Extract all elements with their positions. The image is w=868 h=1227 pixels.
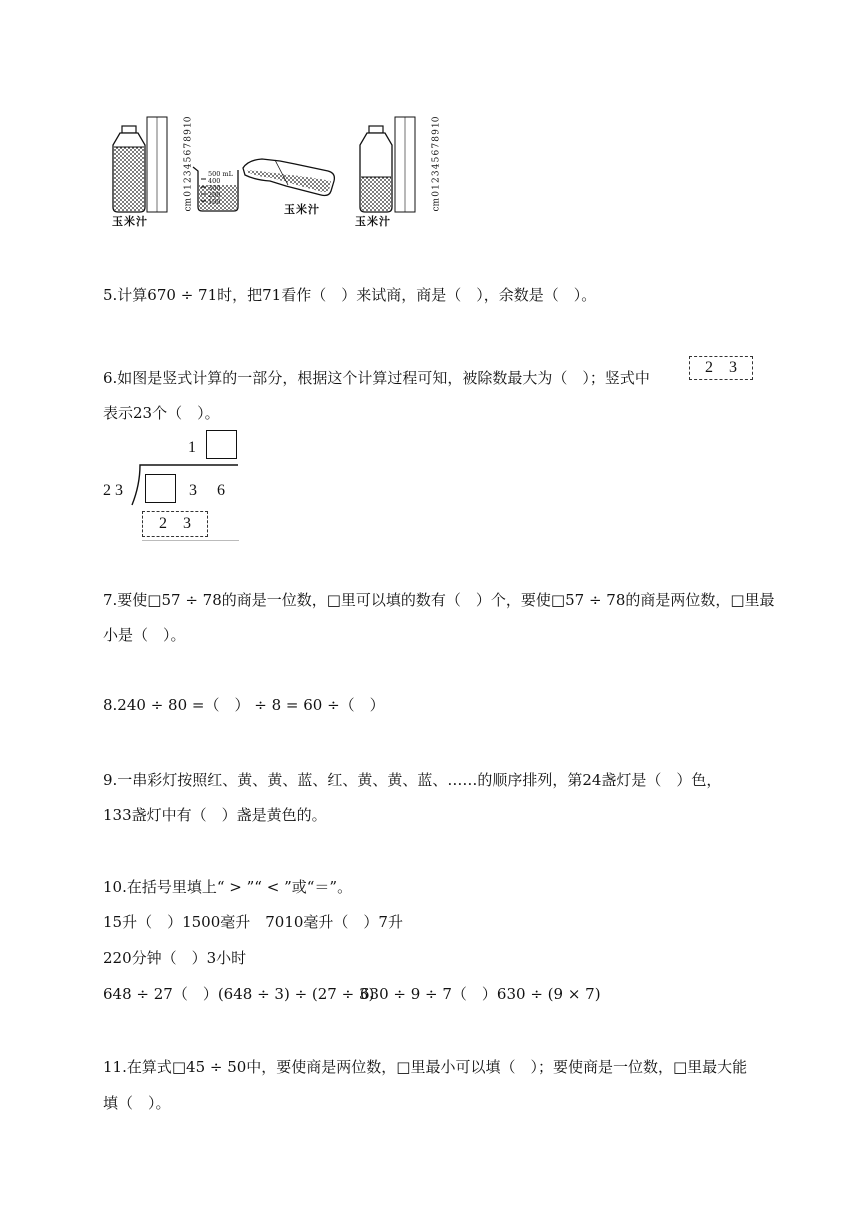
question-7-line-2: 小是（ ）。	[103, 626, 186, 644]
question-7-line-1: 7.要使□57 ÷ 78的商是一位数，□里可以填的数有（ ）个，要使□57 ÷ 78的商是两位数，□里最	[103, 591, 775, 609]
dividend-digit-2: 6	[217, 482, 225, 499]
pouring-bottle-icon	[243, 159, 334, 196]
question-5: 5.计算670 ÷ 71时，把71看作（ ）来试商，商是（ ），余数是（ ）。	[103, 286, 597, 304]
ruler-1-scale: cm 0 1 2 3 4 5 6 7 8 9 10	[184, 117, 198, 212]
dividend-digit-1: 3	[189, 482, 197, 499]
question-6-inline-box: 2 3	[689, 356, 753, 380]
corn-juice-figure	[100, 115, 442, 230]
dividend-blank-box	[145, 474, 176, 503]
quotient-digit: 1	[188, 439, 196, 456]
question-9-line-2: 133盏灯中有（ ）盏是黄色的。	[103, 806, 327, 824]
quotient-blank-box	[206, 430, 237, 459]
partial-product-box: 2 3	[142, 511, 208, 537]
question-11-line-1: 11.在算式□45 ÷ 50中，要使商是两位数，□里最小可以填（ ）；要使商是一位数，□里最大能	[103, 1058, 748, 1076]
bottle-1-label: 玉米汁	[112, 215, 148, 228]
question-9-line-1: 9.一串彩灯按照红、黄、黄、蓝、红、黄、黄、蓝、……的顺序排列，第24盏灯是（ ）色，	[103, 771, 722, 789]
bottle-2-label: 玉米汁	[355, 215, 391, 228]
ruler-1-icon	[147, 117, 167, 212]
divisor: 2 3	[103, 482, 123, 499]
ruler-2-icon	[395, 117, 415, 212]
question-10-row-3a: 648 ÷ 27（ ）(648 ÷ 3) ÷ (27 ÷ 3)	[103, 985, 375, 1003]
long-division-diagram	[100, 425, 245, 545]
question-10-row-1: 15升（ ）1500毫升 7010毫升（ ）7升	[103, 913, 403, 931]
question-11-line-2: 填（ ）。	[103, 1094, 171, 1112]
bottle-partial-icon	[360, 126, 392, 212]
division-underline	[142, 540, 239, 541]
question-10-row-2: 220分钟（ ）3小时	[103, 949, 247, 967]
beaker-scale: 500 mL 400 300 200 100	[208, 170, 233, 206]
question-6-line-2: 表示23个（ ）。	[103, 404, 220, 422]
ruler-2-scale: cm 0 1 2 3 4 5 6 7 8 9 10	[431, 116, 442, 212]
question-8: 8.240 ÷ 80 =（ ） ÷ 8 = 60 ÷（ ）	[103, 696, 385, 714]
ruler-unit: cm	[183, 197, 194, 212]
pouring-bottle-label: 玉米汁	[284, 203, 320, 216]
bottle-full-icon	[113, 126, 145, 212]
question-10-row-3b: 630 ÷ 9 ÷ 7（ ）630 ÷ (9 × 7)	[360, 985, 601, 1003]
question-6-line-1: 6.如图是竖式计算的一部分，根据这个计算过程可知，被除数最大为（ ）；竖式中	[103, 369, 650, 387]
question-10-title: 10.在括号里填上“ > ”“ < ”或“＝”。	[103, 878, 353, 896]
